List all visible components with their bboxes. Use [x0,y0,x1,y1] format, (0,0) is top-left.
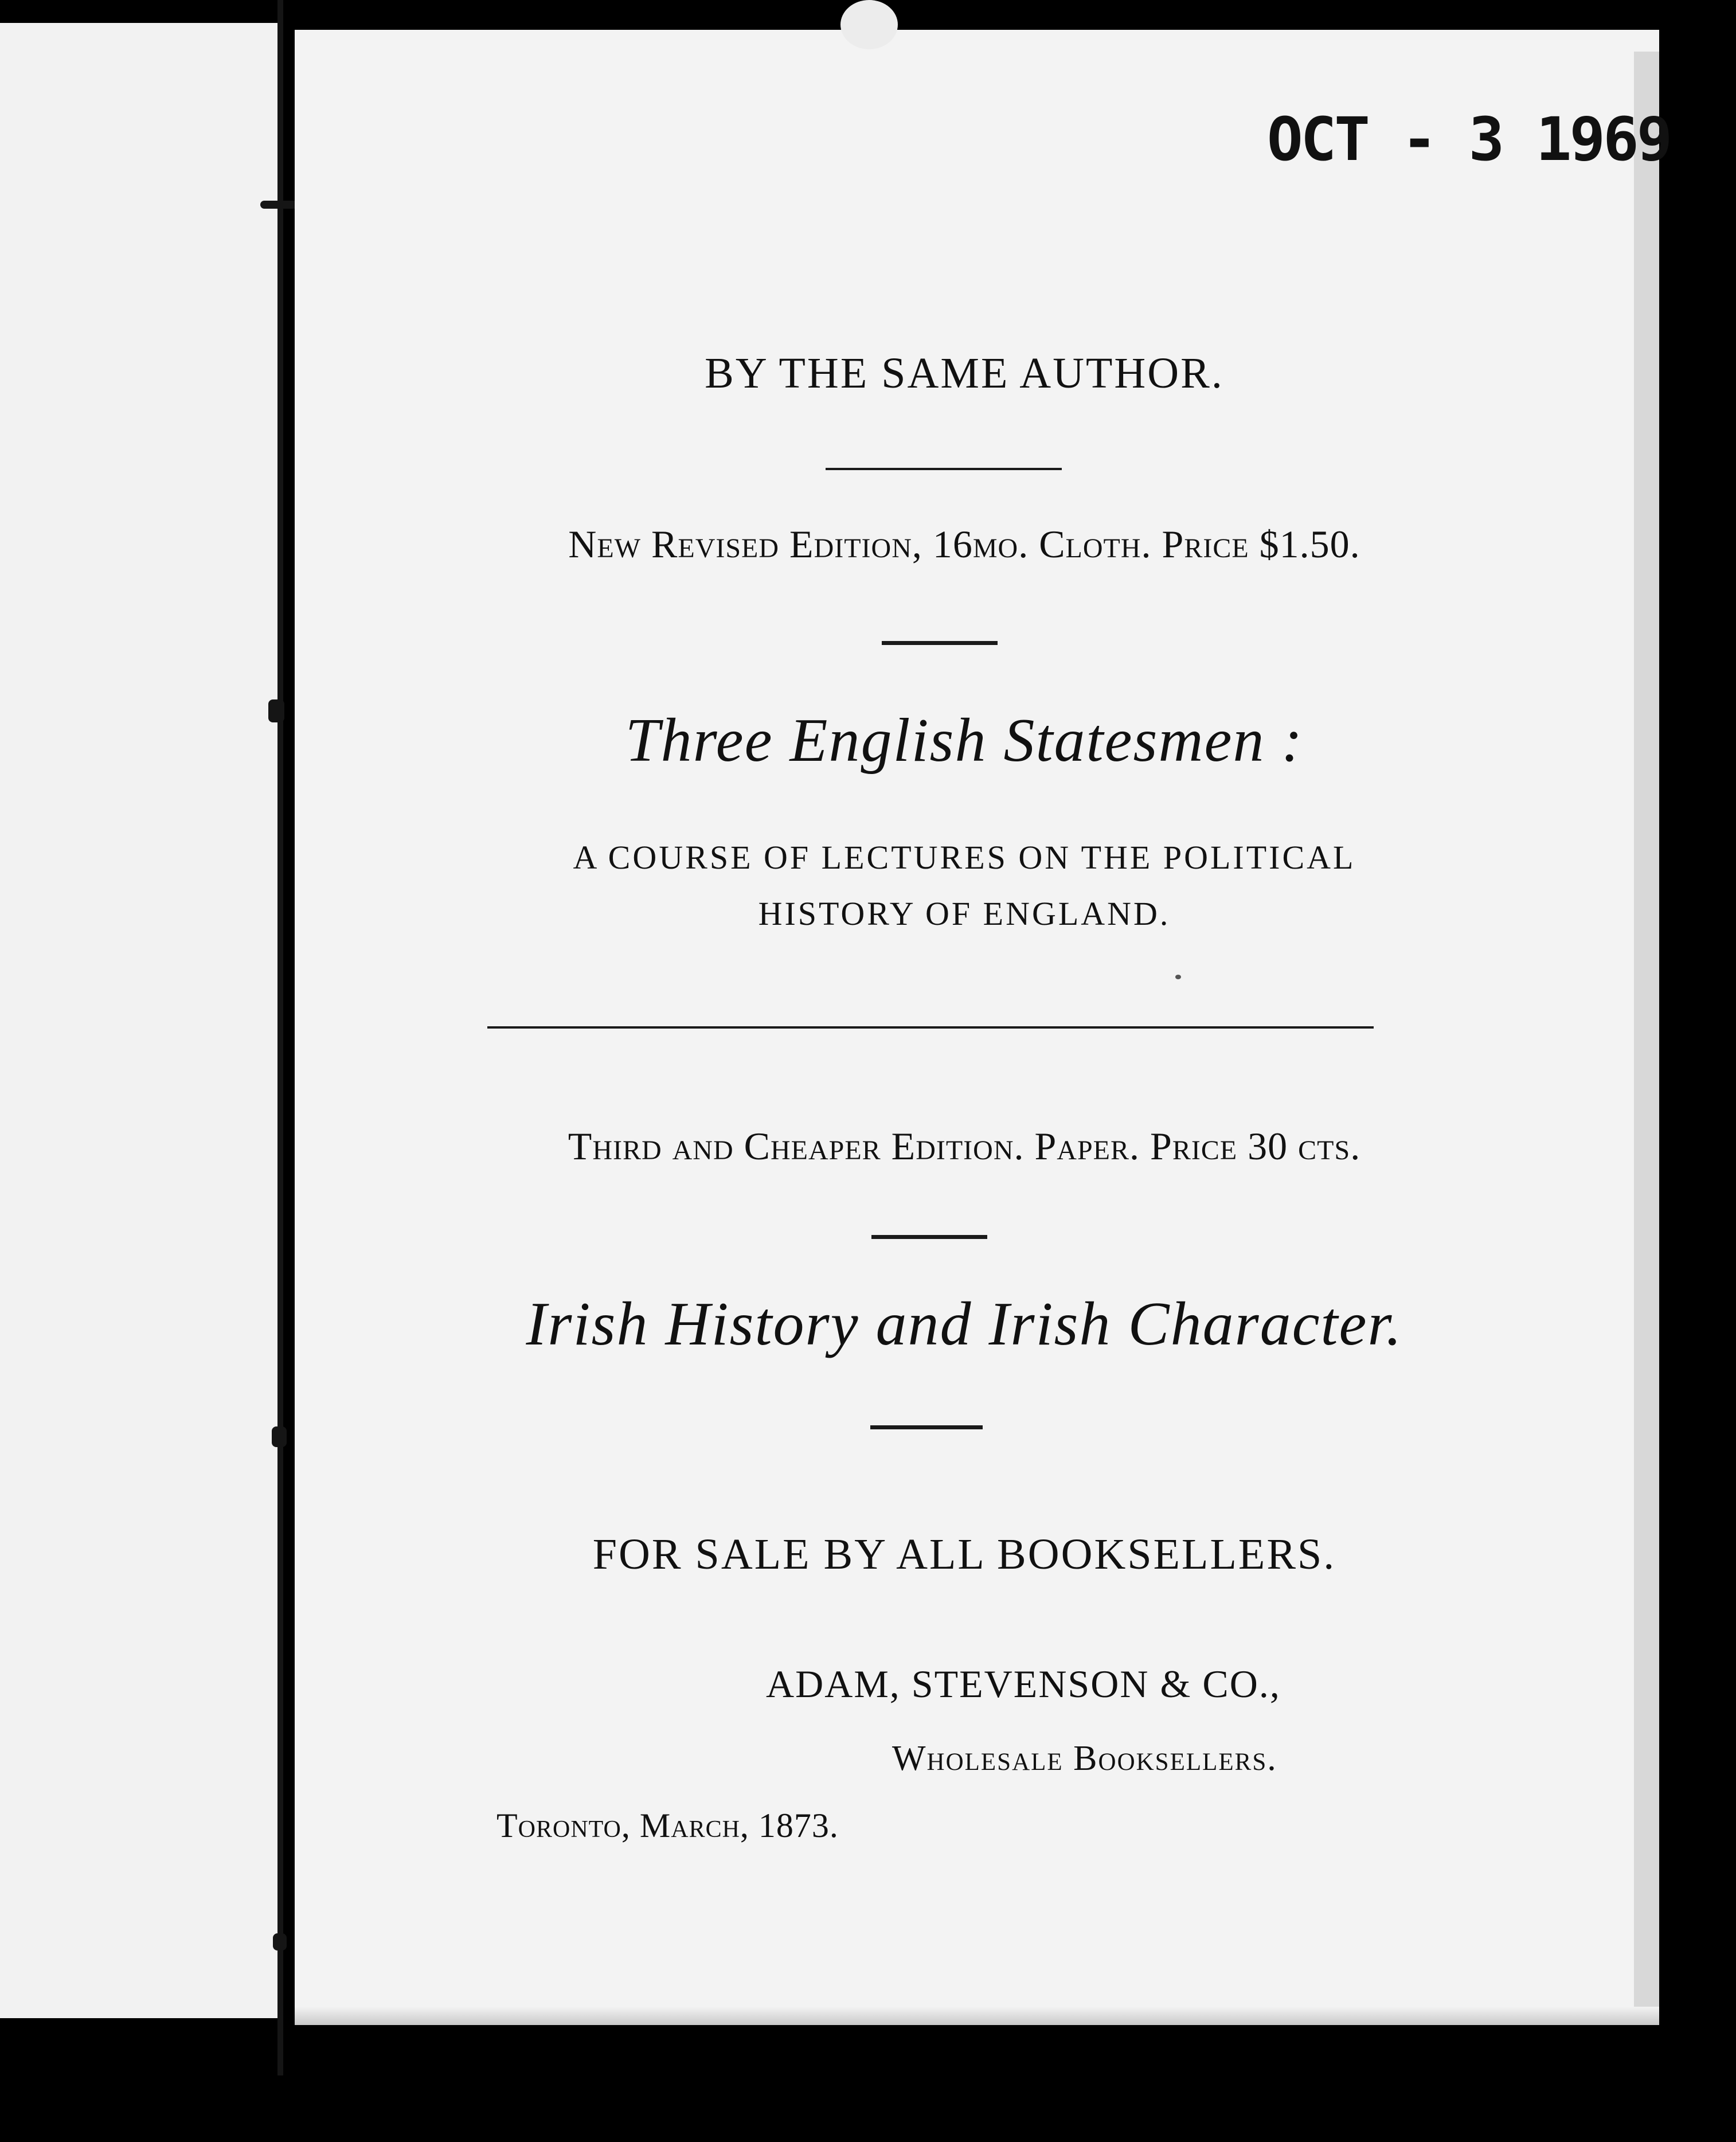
first-book-subtitle-line-1: A COURSE OF LECTURES ON THE POLITICAL [573,839,1356,876]
divider-rule [882,641,998,645]
divider-rule [826,468,1062,470]
first-book-subtitle-line-2: HISTORY OF ENGLAND. [758,895,1171,932]
divider-rule [870,1425,983,1429]
second-book-title: Irish History and Irish Character. [526,1290,1403,1358]
paper-mark [1175,975,1181,979]
left-page [0,23,281,2018]
binding-stitch [273,1933,287,1951]
publisher-name: ADAM, STEVENSON & CO., [766,1662,1281,1706]
first-book-edition: New Revised Edition, 16mo. Cloth. Price $1.50. [568,522,1360,566]
first-book-title: Three English Statesmen : [625,706,1304,775]
page-bottom-edge [295,2007,1659,2025]
date-stamp: OCT - 3 1969 [1267,104,1671,174]
paper-mark [840,0,898,49]
sale-notice: FOR SALE BY ALL BOOKSELLERS. [592,1530,1336,1578]
page-fore-edge [1634,52,1659,2024]
imprint-place-date: Toronto, March, 1873. [496,1807,839,1844]
binding-stitch [268,699,284,722]
second-book-edition: Third and Cheaper Edition. Paper. Price 30 cts. [568,1124,1361,1168]
binding-stitch [272,1426,287,1447]
divider-rule [871,1235,987,1239]
section-divider [487,1026,1374,1029]
binding-thread [277,0,283,2075]
publisher-role: Wholesale Booksellers. [892,1739,1277,1778]
by-same-author-heading: BY THE SAME AUTHOR. [705,349,1224,397]
